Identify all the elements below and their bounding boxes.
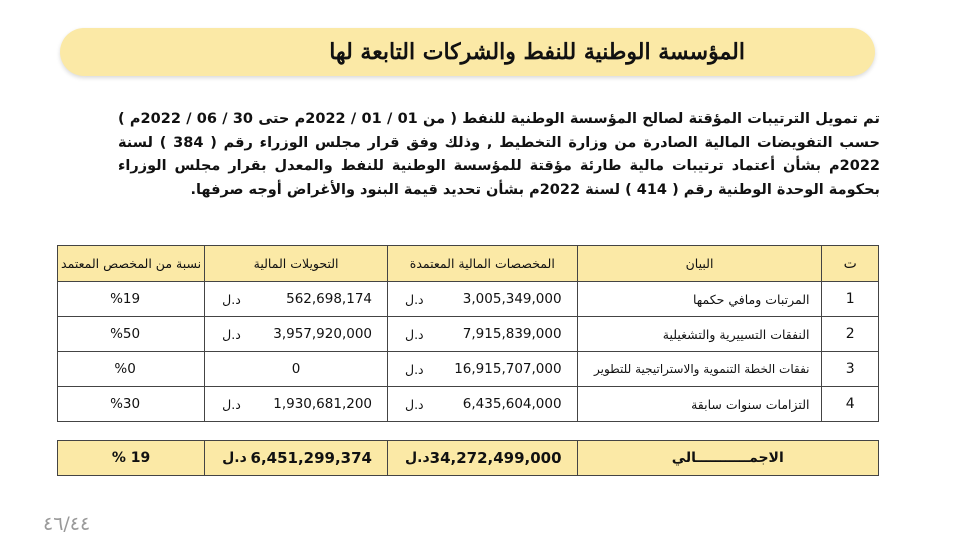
row-percent [58,387,205,422]
page-title: المؤسسة الوطنية للنفط والشركات التابعة لها [329,39,745,65]
header-transfers: التحويلات المالية [205,246,388,282]
row-allocation [388,317,578,352]
allocation-value: 6,435,604,000 [462,396,562,412]
row-description: التزامات سنوات سابقة [577,387,822,422]
table-row [58,282,879,317]
percent-sign: % [110,396,123,412]
total-transfers [205,441,388,476]
transfers-value: 1,930,681,200 [273,396,372,412]
total-allocation [388,441,578,476]
table-row [58,352,879,387]
row-description: النفقات التسييرية والتشغيلية [577,317,822,352]
row-transfers [205,282,388,317]
budget-table [57,245,879,476]
percent-value: 30 [122,396,141,412]
page-number: ٤٦/٤٤ [43,513,91,535]
row-num: 2 [822,317,879,352]
currency-label: د.ل [405,361,424,377]
row-num: 4 [822,387,879,422]
currency-label: د.ل [405,291,424,307]
total-allocation-value: 34,272,499,000 [429,449,562,467]
table-spacer [58,422,879,441]
row-description: المرتبات ومافي حكمها [577,282,822,317]
row-transfers [205,387,388,422]
table-row [58,387,879,422]
percent-sign: % [110,326,123,342]
row-allocation [388,387,578,422]
allocation-value: 7,915,839,000 [462,326,562,342]
intro-paragraph: تم تمويل الترتيبات المؤقتة لصالح المؤسسة الوطنية للنفط ( من 01 / 01 / 2022م حتى 30 / 06 / 2022م ) حسب التفويضات المالية الصادرة من وزارة التخطيط , وذلك وفق قرار مجلس الوزراء رقم ( 384 ) لسنة 2022م بشأن أعتماد ترتيبات مالية طارئة مؤقتة للمؤسسة الوطنية للنفط والمعدل بقرار مجلس الوزراء بحكومة الوحدة الوطنية رقم ( 414 ) لسنة 2022م بشأن تحديد قيمة البنود والأغراض أوجه صرفها. [118,111,880,198]
currency-label: د.ل [405,450,430,466]
percent-value: 50 [122,326,141,342]
row-percent [58,282,205,317]
row-allocation [388,282,578,317]
row-num: 1 [822,282,879,317]
allocation-value: 16,915,707,000 [454,361,562,377]
total-percent: % 19 [58,441,205,476]
row-allocation [388,352,578,387]
currency-label: د.ل [405,396,424,412]
percent-sign: % [110,291,123,307]
header-description: البيان [577,246,822,282]
transfers-value: 3,957,920,000 [273,326,372,342]
row-num: 3 [822,352,879,387]
header-percent: نسبة من المخصص المعتمد [58,246,205,282]
row-percent [58,352,205,387]
table-row [58,317,879,352]
total-row [58,441,879,476]
table-header-row [58,246,879,282]
row-description: نفقات الخطة التنموية والاستراتيجية للتطوير [577,352,822,387]
currency-label: د.ل [405,326,424,342]
currency-label: د.ل [222,326,241,342]
currency-label: د.ل [222,396,241,412]
currency-label: د.ل [222,450,247,466]
percent-value: 19 [122,291,141,307]
allocation-value: 3,005,349,000 [462,291,562,307]
row-transfers [205,317,388,352]
total-transfers-value: 6,451,299,374 [250,449,372,467]
transfers-value: 562,698,174 [286,291,372,307]
currency-label: د.ل [222,291,241,307]
row-transfers: 0 [205,352,388,387]
row-percent [58,317,205,352]
total-label: الاجمـــــــــــالي [577,441,878,476]
title-banner [60,28,875,76]
header-num: ت [822,246,879,282]
percent-value: 0 [127,361,136,377]
percent-sign: % [114,361,128,377]
header-allocation: المخصصات المالية المعتمدة [388,246,578,282]
